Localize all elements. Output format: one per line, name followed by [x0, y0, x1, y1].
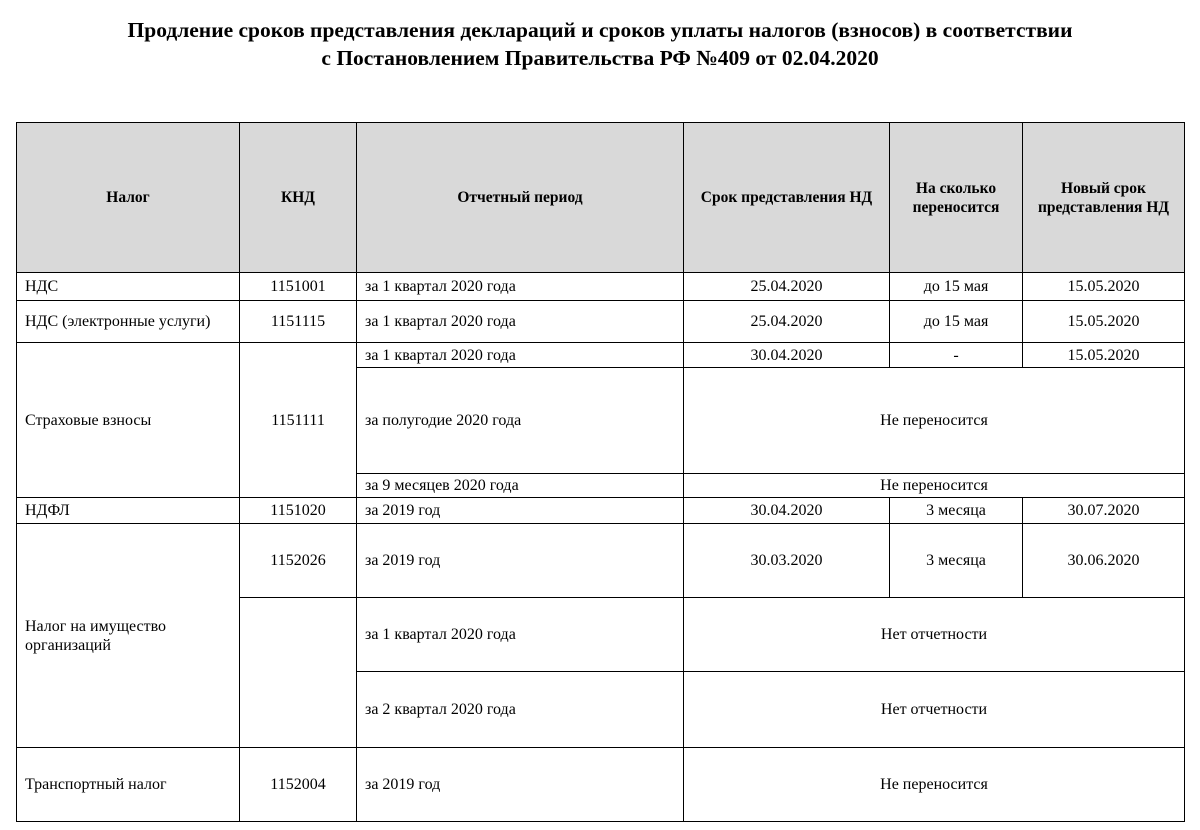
deadline: 30.03.2020 [684, 524, 890, 598]
period: за 1 квартал 2020 года [357, 343, 684, 368]
knd-code: 1151020 [240, 498, 357, 524]
extension: 3 месяца [890, 498, 1023, 524]
extension-note: Не переносится [684, 474, 1185, 498]
tax-name: Страховые взносы [17, 343, 240, 498]
deadline: 30.04.2020 [684, 498, 890, 524]
deadline: 25.04.2020 [684, 273, 890, 301]
header-period: Отчетный период [357, 123, 684, 273]
new-deadline: 30.07.2020 [1023, 498, 1185, 524]
period: за полугодие 2020 года [357, 368, 684, 474]
new-deadline: 15.05.2020 [1023, 301, 1185, 343]
extension-note: Не переносится [684, 368, 1185, 474]
tax-name: Транспортный налог [17, 748, 240, 822]
new-deadline: 15.05.2020 [1023, 343, 1185, 368]
new-deadline: 15.05.2020 [1023, 273, 1185, 301]
deadline: 25.04.2020 [684, 301, 890, 343]
table-row [17, 498, 1185, 524]
table-header-row [17, 123, 1185, 273]
title-line-1: Продление сроков представления деклараций и сроков уплаты налогов (взносов) в соответствии [127, 18, 1073, 42]
title-line-2: с Постановлением Правительства РФ №409 от 02.04.2020 [321, 46, 879, 70]
period: за 1 квартал 2020 года [357, 301, 684, 343]
header-extension: На сколько переносится [890, 123, 1023, 273]
extension: - [890, 343, 1023, 368]
new-deadline: 30.06.2020 [1023, 524, 1185, 598]
period: за 1 квартал 2020 года [357, 598, 684, 672]
tax-name: НДС [17, 273, 240, 301]
deadline: 30.04.2020 [684, 343, 890, 368]
header-deadline: Срок представления НД [684, 123, 890, 273]
table-row [17, 273, 1185, 301]
knd-code: 1151001 [240, 273, 357, 301]
header-knd: КНД [240, 123, 357, 273]
tax-name: Налог на имущество организаций [17, 524, 240, 748]
extension-note: Нет отчетности [684, 598, 1185, 672]
table-row [17, 748, 1185, 822]
table-row [17, 343, 1185, 368]
knd-code: 1152004 [240, 748, 357, 822]
extension: до 15 мая [890, 301, 1023, 343]
knd-code: 1151115 [240, 301, 357, 343]
knd-code: 1151111 [240, 343, 357, 498]
extension: до 15 мая [890, 273, 1023, 301]
knd-code: 1152026 [240, 524, 357, 598]
period: за 2 квартал 2020 года [357, 672, 684, 748]
period: за 9 месяцев 2020 года [357, 474, 684, 498]
tax-name: НДФЛ [17, 498, 240, 524]
extension-note: Нет отчетности [684, 672, 1185, 748]
period: за 2019 год [357, 498, 684, 524]
table-row [17, 301, 1185, 343]
header-new-deadline: Новый срок представления НД [1023, 123, 1185, 273]
period: за 2019 год [357, 748, 684, 822]
table-row [17, 524, 1185, 598]
extension-note: Не переносится [684, 748, 1185, 822]
extension: 3 месяца [890, 524, 1023, 598]
tax-name: НДС (электронные услуги) [17, 301, 240, 343]
period: за 2019 год [357, 524, 684, 598]
extensions-table [16, 122, 1185, 822]
period: за 1 квартал 2020 года [357, 273, 684, 301]
document-title [0, 16, 1200, 72]
header-tax: Налог [17, 123, 240, 273]
knd-code-empty [240, 598, 357, 748]
